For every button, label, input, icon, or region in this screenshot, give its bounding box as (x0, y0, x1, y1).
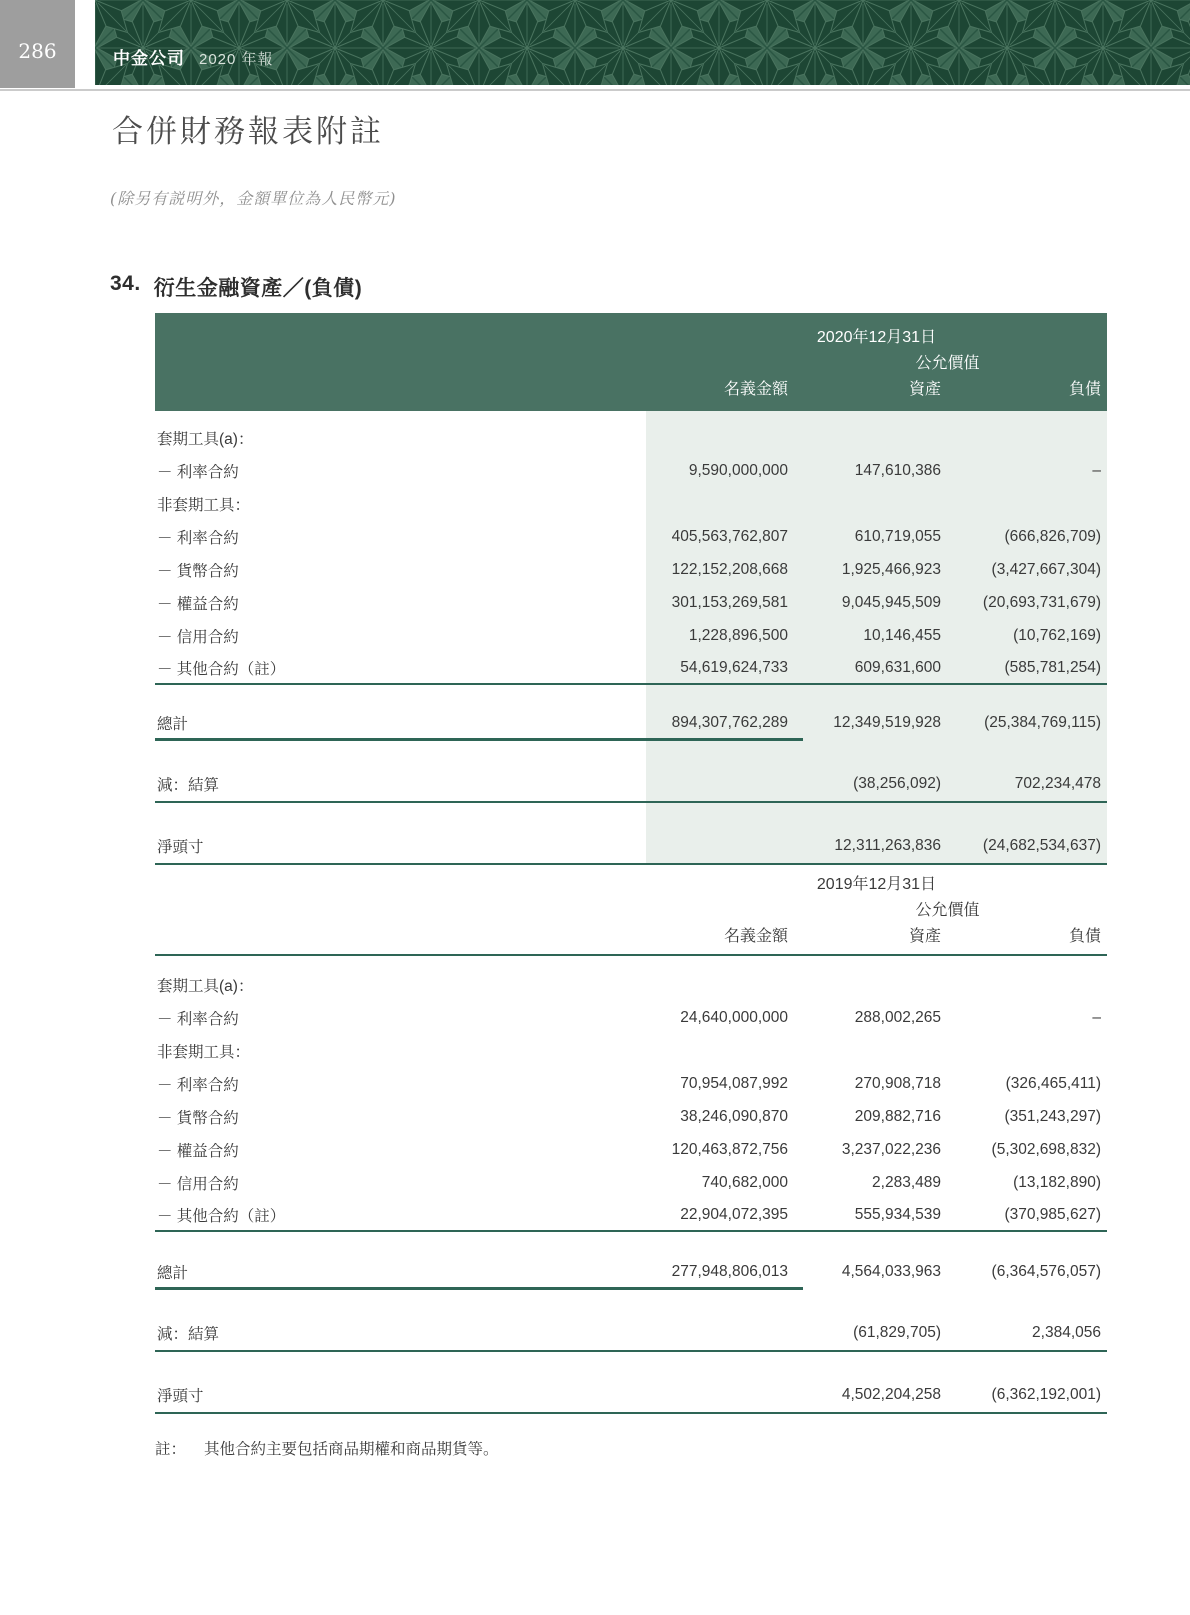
cell-assets: 610,719,055 (854, 527, 941, 545)
cell-liabilities: (6,364,576,057) (991, 1263, 1101, 1280)
total-row (155, 1254, 1107, 1290)
table-row (155, 1034, 1107, 1067)
header-divider (0, 89, 1190, 91)
cell-notional: 740,682,000 (701, 1173, 788, 1191)
less-settlement-row (155, 767, 1107, 803)
less-settlement-row (155, 1316, 1107, 1352)
footnote-label: 註： (155, 1441, 187, 1458)
col-header-liabilities: 負債 (1068, 928, 1101, 945)
cell-liabilities: (666,826,709) (1004, 527, 1101, 545)
page-number-box (0, 0, 75, 88)
cell-notional: 405,563,762,807 (671, 527, 788, 545)
cell-notional: 301,153,269,581 (671, 593, 788, 611)
row-label: 總計 (157, 716, 189, 733)
banner-text (113, 44, 274, 69)
row-label: － 權益合約 (157, 1142, 239, 1160)
cell-assets: 609,631,600 (854, 658, 941, 676)
table-row (155, 520, 1107, 553)
table-row (155, 619, 1107, 652)
section-heading (110, 272, 362, 302)
cell-assets: 4,502,204,258 (841, 1386, 941, 1403)
section-title: 衍生金融資產／(負債) (153, 277, 363, 300)
cell-liabilities: (3,427,667,304) (991, 560, 1101, 578)
table-2019-column-headers (155, 924, 1107, 950)
row-label: 套期工具(a)： (157, 430, 254, 448)
cell-notional: 24,640,000,000 (680, 1008, 788, 1026)
net-position-row (155, 1378, 1107, 1414)
row-label: 減：結算 (157, 777, 220, 794)
cell-assets: (38,256,092) (853, 775, 941, 792)
table-row (155, 421, 1107, 454)
table-2019-fair-value-label: 公允價值 (915, 902, 980, 919)
col-header-assets: 資產 (908, 381, 941, 398)
row-label: － 利率合約 (157, 463, 239, 481)
cell-assets: 12,311,263,836 (834, 837, 941, 854)
cell-assets: 1,925,466,923 (841, 560, 941, 578)
cell-assets: 12,349,519,928 (833, 714, 941, 731)
cell-notional: 54,619,624,733 (680, 658, 788, 676)
row-label: － 貨幣合約 (157, 1109, 239, 1127)
cell-liabilities: (10,762,169) (1013, 626, 1101, 644)
table-2019-body (155, 956, 1107, 1414)
row-label: － 其他合約（註） (157, 1207, 286, 1225)
table-2020-header (155, 313, 1107, 411)
col-header-liabilities: 負債 (1068, 381, 1101, 398)
table-row (155, 1067, 1107, 1100)
col-header-notional: 名義金額 (723, 381, 788, 398)
col-header-notional: 名義金額 (723, 928, 788, 945)
table-row (155, 586, 1107, 619)
table-row (155, 1133, 1107, 1166)
currency-unit-note: (除另有説明外，金額單位為人民幣元) (110, 189, 397, 208)
cell-liabilities: (25,384,769,115) (984, 714, 1101, 731)
table-row (155, 1166, 1107, 1199)
cell-liabilities: (13,182,890) (1013, 1173, 1101, 1191)
page-number: 286 (18, 39, 57, 63)
table-2019-date: 2019年12月31日 (816, 876, 937, 893)
cell-assets: 209,882,716 (854, 1107, 941, 1125)
cell-assets: 9,045,945,509 (841, 593, 941, 611)
cell-notional: 70,954,087,992 (680, 1074, 788, 1092)
cell-liabilities: (585,781,254) (1004, 658, 1101, 676)
company-name: 中金公司 (113, 49, 185, 68)
row-label: － 貨幣合約 (157, 562, 239, 580)
table-row (155, 968, 1107, 1001)
report-edition: 2020 年報 (199, 51, 274, 68)
table-2020-column-headers (155, 377, 1107, 403)
table-row (155, 652, 1107, 685)
row-label: 非套期工具： (157, 496, 251, 514)
table-row (155, 1001, 1107, 1034)
col-header-assets: 資產 (908, 928, 941, 945)
cell-liabilities: 702,234,478 (1014, 775, 1101, 792)
derivatives-table-2020 (155, 313, 1107, 865)
footnote-text: 其他合約主要包括商品期權和商品期貨等。 (204, 1441, 499, 1458)
table-row (155, 487, 1107, 520)
row-label: － 利率合約 (157, 1076, 239, 1094)
cell-notional: 122,152,208,668 (671, 560, 788, 578)
row-label: － 其他合約（註） (157, 660, 286, 678)
row-label: － 利率合約 (157, 1010, 239, 1028)
cell-liabilities: (5,302,698,832) (991, 1140, 1101, 1158)
total-underline (155, 1287, 803, 1290)
table-2020-fair-value-label: 公允價值 (915, 355, 980, 372)
cell-assets: 270,908,718 (854, 1074, 941, 1092)
table-row (155, 454, 1107, 487)
row-label: 淨頭寸 (157, 1388, 204, 1405)
page-title: 合併財務報表附註 (112, 114, 384, 150)
row-label: 淨頭寸 (157, 839, 204, 856)
asanoha-pattern-graphic (95, 0, 1190, 85)
cell-liabilities: (326,465,411) (1005, 1074, 1101, 1092)
cell-notional: 277,948,806,013 (671, 1263, 788, 1280)
cell-assets: 3,237,022,236 (841, 1140, 941, 1158)
cell-liabilities: (351,243,297) (1004, 1107, 1101, 1125)
net-position-row (155, 829, 1107, 865)
row-label: 減：結算 (157, 1326, 220, 1343)
cell-notional: 38,246,090,870 (680, 1107, 788, 1125)
cell-liabilities: (6,362,192,001) (991, 1386, 1101, 1403)
cell-liabilities: (370,985,627) (1004, 1205, 1101, 1223)
cell-assets: 2,283,489 (872, 1173, 941, 1191)
cell-liabilities: 2,384,056 (1032, 1324, 1101, 1341)
row-label: 套期工具(a)： (157, 977, 254, 995)
derivatives-table-2019 (155, 872, 1107, 1414)
row-label: － 信用合約 (157, 628, 239, 646)
table-row (155, 1100, 1107, 1133)
total-underline (155, 738, 803, 741)
cell-assets: 147,610,386 (854, 461, 941, 479)
cell-assets: 4,564,033,963 (841, 1263, 941, 1280)
cell-liabilities: (20,693,731,679) (982, 593, 1101, 611)
total-row (155, 705, 1107, 741)
row-label: － 權益合約 (157, 595, 239, 613)
row-label: 非套期工具： (157, 1043, 251, 1061)
cell-notional: 9,590,000,000 (688, 461, 788, 479)
table-2019-header (155, 872, 1107, 956)
row-label: － 信用合約 (157, 1175, 239, 1193)
table-2020-date: 2020年12月31日 (816, 329, 937, 346)
cell-liabilities: – (1092, 461, 1101, 479)
cell-notional: 22,904,072,395 (680, 1205, 788, 1223)
cell-liabilities: – (1092, 1008, 1101, 1026)
cell-assets: (61,829,705) (853, 1324, 941, 1341)
cell-assets: 10,146,455 (863, 626, 941, 644)
table-row (155, 553, 1107, 586)
section-number: 34. (110, 272, 141, 295)
row-label: － 利率合約 (157, 529, 239, 547)
cell-notional: 120,463,872,756 (671, 1140, 788, 1158)
cell-assets: 555,934,539 (854, 1205, 941, 1223)
row-label: 總計 (157, 1265, 189, 1282)
table-row (155, 1199, 1107, 1232)
cell-assets: 288,002,265 (854, 1008, 941, 1026)
cell-liabilities: (24,682,534,637) (982, 837, 1101, 854)
footnote (155, 1437, 499, 1459)
header-banner (95, 0, 1190, 85)
cell-notional: 894,307,762,289 (671, 714, 788, 731)
table-2020-body (155, 411, 1107, 865)
cell-notional: 1,228,896,500 (688, 626, 788, 644)
